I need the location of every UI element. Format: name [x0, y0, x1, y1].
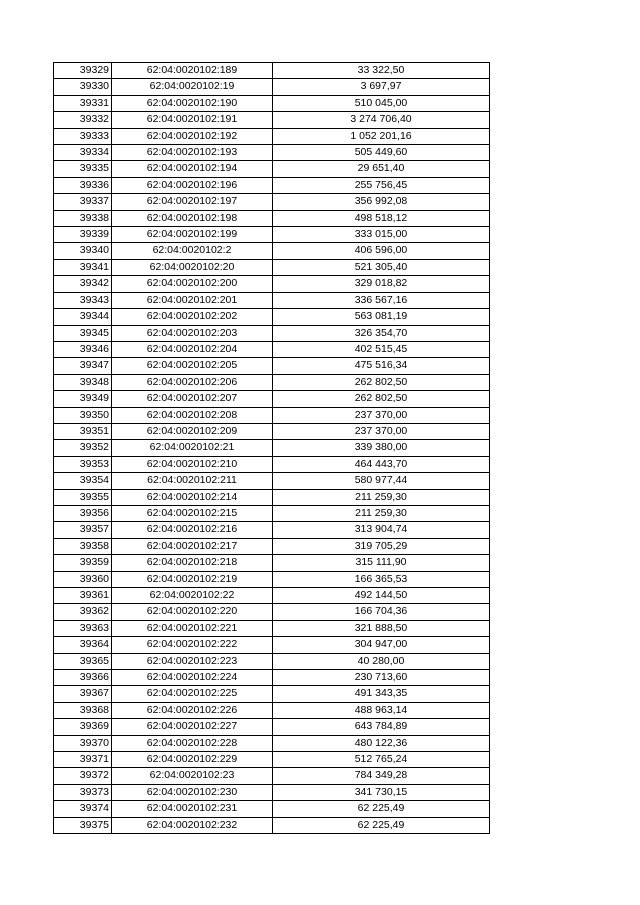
cadastral-number-cell: 62:04:0020102:199 [112, 227, 273, 243]
cadastral-value-cell: 1 052 201,16 [273, 128, 490, 144]
cadastral-value-cell: 784 349,28 [273, 768, 490, 784]
table-row [54, 784, 490, 800]
cadastral-value-cell: 402 515,45 [273, 341, 490, 357]
table-row [54, 276, 490, 292]
table-row [54, 341, 490, 357]
table-row [54, 719, 490, 735]
cadastral-value-cell: 211 259,30 [273, 489, 490, 505]
cadastral-value-cell: 237 370,00 [273, 407, 490, 423]
row-number-cell: 39338 [54, 210, 112, 226]
cadastral-value-cell: 62 225,49 [273, 817, 490, 833]
row-number-cell: 39361 [54, 588, 112, 604]
cadastral-number-cell: 62:04:0020102:192 [112, 128, 273, 144]
cadastral-number-cell: 62:04:0020102:190 [112, 95, 273, 111]
table-row [54, 801, 490, 817]
cadastral-value-cell: 33 322,50 [273, 63, 490, 79]
table-row [54, 374, 490, 390]
table-row [54, 670, 490, 686]
cadastral-number-cell: 62:04:0020102:225 [112, 686, 273, 702]
cadastral-number-cell: 62:04:0020102:203 [112, 325, 273, 341]
cadastral-value-cell: 315 111,90 [273, 555, 490, 571]
cadastral-number-cell: 62:04:0020102:216 [112, 522, 273, 538]
row-number-cell: 39339 [54, 227, 112, 243]
table-row [54, 588, 490, 604]
cadastral-number-cell: 62:04:0020102:202 [112, 309, 273, 325]
table-row [54, 456, 490, 472]
cadastral-value-cell: 29 651,40 [273, 161, 490, 177]
row-number-cell: 39356 [54, 505, 112, 521]
table-body [54, 63, 490, 834]
cadastral-value-cell: 480 122,36 [273, 735, 490, 751]
cadastral-number-cell: 62:04:0020102:204 [112, 341, 273, 357]
row-number-cell: 39331 [54, 95, 112, 111]
cadastral-value-cell: 475 516,34 [273, 358, 490, 374]
cadastral-value-cell: 492 144,50 [273, 588, 490, 604]
row-number-cell: 39368 [54, 702, 112, 718]
cadastral-value-cell: 211 259,30 [273, 505, 490, 521]
cadastral-number-cell: 62:04:0020102:217 [112, 538, 273, 554]
row-number-cell: 39362 [54, 604, 112, 620]
table-row [54, 440, 490, 456]
row-number-cell: 39329 [54, 63, 112, 79]
table-row [54, 79, 490, 95]
row-number-cell: 39354 [54, 473, 112, 489]
cadastral-value-cell: 304 947,00 [273, 637, 490, 653]
cadastral-number-cell: 62:04:0020102:200 [112, 276, 273, 292]
row-number-cell: 39342 [54, 276, 112, 292]
table-row [54, 243, 490, 259]
row-number-cell: 39364 [54, 637, 112, 653]
table-row [54, 702, 490, 718]
cadastral-value-cell: 339 380,00 [273, 440, 490, 456]
row-number-cell: 39353 [54, 456, 112, 472]
row-number-cell: 39334 [54, 145, 112, 161]
cadastral-number-cell: 62:04:0020102:220 [112, 604, 273, 620]
cadastral-value-cell: 356 992,08 [273, 194, 490, 210]
cadastral-number-cell: 62:04:0020102:222 [112, 637, 273, 653]
table-row [54, 817, 490, 833]
table-row [54, 620, 490, 636]
cadastral-number-cell: 62:04:0020102:230 [112, 784, 273, 800]
table-row [54, 522, 490, 538]
cadastral-value-cell: 464 443,70 [273, 456, 490, 472]
table-row [54, 210, 490, 226]
row-number-cell: 39375 [54, 817, 112, 833]
table-row [54, 145, 490, 161]
cadastral-number-cell: 62:04:0020102:205 [112, 358, 273, 374]
table-row [54, 571, 490, 587]
cadastral-number-cell: 62:04:0020102:229 [112, 752, 273, 768]
cadastral-value-cell: 336 567,16 [273, 292, 490, 308]
cadastral-number-cell: 62:04:0020102:198 [112, 210, 273, 226]
cadastral-value-cell: 313 904,74 [273, 522, 490, 538]
row-number-cell: 39359 [54, 555, 112, 571]
table-row [54, 407, 490, 423]
row-number-cell: 39351 [54, 423, 112, 439]
cadastral-number-cell: 62:04:0020102:20 [112, 259, 273, 275]
row-number-cell: 39330 [54, 79, 112, 95]
table-row [54, 325, 490, 341]
row-number-cell: 39344 [54, 309, 112, 325]
table-row [54, 358, 490, 374]
table-row [54, 505, 490, 521]
row-number-cell: 39345 [54, 325, 112, 341]
cadastral-number-cell: 62:04:0020102:19 [112, 79, 273, 95]
cadastral-value-cell: 488 963,14 [273, 702, 490, 718]
table-row [54, 128, 490, 144]
cadastral-value-cell: 491 343,35 [273, 686, 490, 702]
row-number-cell: 39363 [54, 620, 112, 636]
table-row [54, 95, 490, 111]
row-number-cell: 39370 [54, 735, 112, 751]
cadastral-value-cell: 505 449,60 [273, 145, 490, 161]
table-row [54, 194, 490, 210]
table-row [54, 309, 490, 325]
cadastral-number-cell: 62:04:0020102:207 [112, 391, 273, 407]
cadastral-number-cell: 62:04:0020102:2 [112, 243, 273, 259]
cadastral-number-cell: 62:04:0020102:221 [112, 620, 273, 636]
table-row [54, 604, 490, 620]
table-row [54, 227, 490, 243]
row-number-cell: 39358 [54, 538, 112, 554]
cadastral-number-cell: 62:04:0020102:210 [112, 456, 273, 472]
table-row [54, 391, 490, 407]
cadastral-value-cell: 3 274 706,40 [273, 112, 490, 128]
cadastral-value-cell: 329 018,82 [273, 276, 490, 292]
cadastral-number-cell: 62:04:0020102:193 [112, 145, 273, 161]
cadastral-number-cell: 62:04:0020102:197 [112, 194, 273, 210]
table-row [54, 489, 490, 505]
row-number-cell: 39337 [54, 194, 112, 210]
cadastral-number-cell: 62:04:0020102:191 [112, 112, 273, 128]
row-number-cell: 39369 [54, 719, 112, 735]
cadastral-number-cell: 62:04:0020102:226 [112, 702, 273, 718]
table-row [54, 768, 490, 784]
cadastral-number-cell: 62:04:0020102:209 [112, 423, 273, 439]
row-number-cell: 39349 [54, 391, 112, 407]
cadastral-value-cell: 237 370,00 [273, 423, 490, 439]
cadastral-number-cell: 62:04:0020102:223 [112, 653, 273, 669]
cadastral-number-cell: 62:04:0020102:194 [112, 161, 273, 177]
cadastral-value-cell: 166 704,36 [273, 604, 490, 620]
cadastral-value-cell: 321 888,50 [273, 620, 490, 636]
cadastral-value-cell: 643 784,89 [273, 719, 490, 735]
cadastral-value-cell: 333 015,00 [273, 227, 490, 243]
row-number-cell: 39346 [54, 341, 112, 357]
cadastral-number-cell: 62:04:0020102:201 [112, 292, 273, 308]
table-row [54, 292, 490, 308]
table-row [54, 686, 490, 702]
cadastral-value-cell: 580 977,44 [273, 473, 490, 489]
cadastral-number-cell: 62:04:0020102:215 [112, 505, 273, 521]
row-number-cell: 39350 [54, 407, 112, 423]
row-number-cell: 39367 [54, 686, 112, 702]
cadastral-number-cell: 62:04:0020102:206 [112, 374, 273, 390]
table-row [54, 752, 490, 768]
table-row [54, 538, 490, 554]
cadastral-value-cell: 166 365,53 [273, 571, 490, 587]
row-number-cell: 39335 [54, 161, 112, 177]
cadastral-number-cell: 62:04:0020102:232 [112, 817, 273, 833]
cadastral-number-cell: 62:04:0020102:219 [112, 571, 273, 587]
table-row [54, 653, 490, 669]
row-number-cell: 39347 [54, 358, 112, 374]
row-number-cell: 39371 [54, 752, 112, 768]
row-number-cell: 39333 [54, 128, 112, 144]
cadastral-number-cell: 62:04:0020102:214 [112, 489, 273, 505]
row-number-cell: 39336 [54, 177, 112, 193]
cadastral-value-sheet [53, 62, 490, 834]
row-number-cell: 39340 [54, 243, 112, 259]
cadastral-value-cell: 262 802,50 [273, 374, 490, 390]
cadastral-value-cell: 406 596,00 [273, 243, 490, 259]
table-row [54, 112, 490, 128]
cadastral-number-cell: 62:04:0020102:224 [112, 670, 273, 686]
cadastral-value-cell: 326 354,70 [273, 325, 490, 341]
cadastral-number-cell: 62:04:0020102:228 [112, 735, 273, 751]
row-number-cell: 39341 [54, 259, 112, 275]
cadastral-value-cell: 563 081,19 [273, 309, 490, 325]
row-number-cell: 39352 [54, 440, 112, 456]
table-row [54, 423, 490, 439]
cadastral-value-cell: 510 045,00 [273, 95, 490, 111]
cadastral-value-cell: 512 765,24 [273, 752, 490, 768]
row-number-cell: 39366 [54, 670, 112, 686]
cadastral-value-cell: 40 280,00 [273, 653, 490, 669]
cadastral-number-cell: 62:04:0020102:227 [112, 719, 273, 735]
cadastral-value-cell: 62 225,49 [273, 801, 490, 817]
cadastral-number-cell: 62:04:0020102:196 [112, 177, 273, 193]
row-number-cell: 39348 [54, 374, 112, 390]
table-row [54, 555, 490, 571]
cadastral-value-cell: 262 802,50 [273, 391, 490, 407]
table-row [54, 63, 490, 79]
table-row [54, 473, 490, 489]
cadastral-value-cell: 3 697,97 [273, 79, 490, 95]
table-row [54, 735, 490, 751]
table-row [54, 177, 490, 193]
cadastral-value-cell: 255 756,45 [273, 177, 490, 193]
row-number-cell: 39373 [54, 784, 112, 800]
cadastral-number-cell: 62:04:0020102:21 [112, 440, 273, 456]
row-number-cell: 39374 [54, 801, 112, 817]
cadastral-number-cell: 62:04:0020102:23 [112, 768, 273, 784]
row-number-cell: 39343 [54, 292, 112, 308]
cadastral-value-cell: 319 705,29 [273, 538, 490, 554]
row-number-cell: 39360 [54, 571, 112, 587]
cadastral-value-cell: 521 305,40 [273, 259, 490, 275]
table-row [54, 637, 490, 653]
cadastral-number-cell: 62:04:0020102:208 [112, 407, 273, 423]
cadastral-value-cell: 230 713,60 [273, 670, 490, 686]
row-number-cell: 39355 [54, 489, 112, 505]
cadastral-number-cell: 62:04:0020102:231 [112, 801, 273, 817]
row-number-cell: 39372 [54, 768, 112, 784]
row-number-cell: 39365 [54, 653, 112, 669]
cadastral-value-cell: 498 518,12 [273, 210, 490, 226]
cadastral-value-table [53, 62, 490, 834]
row-number-cell: 39332 [54, 112, 112, 128]
cadastral-number-cell: 62:04:0020102:22 [112, 588, 273, 604]
row-number-cell: 39357 [54, 522, 112, 538]
cadastral-number-cell: 62:04:0020102:218 [112, 555, 273, 571]
cadastral-number-cell: 62:04:0020102:189 [112, 63, 273, 79]
table-row [54, 259, 490, 275]
cadastral-value-cell: 341 730,15 [273, 784, 490, 800]
table-row [54, 161, 490, 177]
cadastral-number-cell: 62:04:0020102:211 [112, 473, 273, 489]
